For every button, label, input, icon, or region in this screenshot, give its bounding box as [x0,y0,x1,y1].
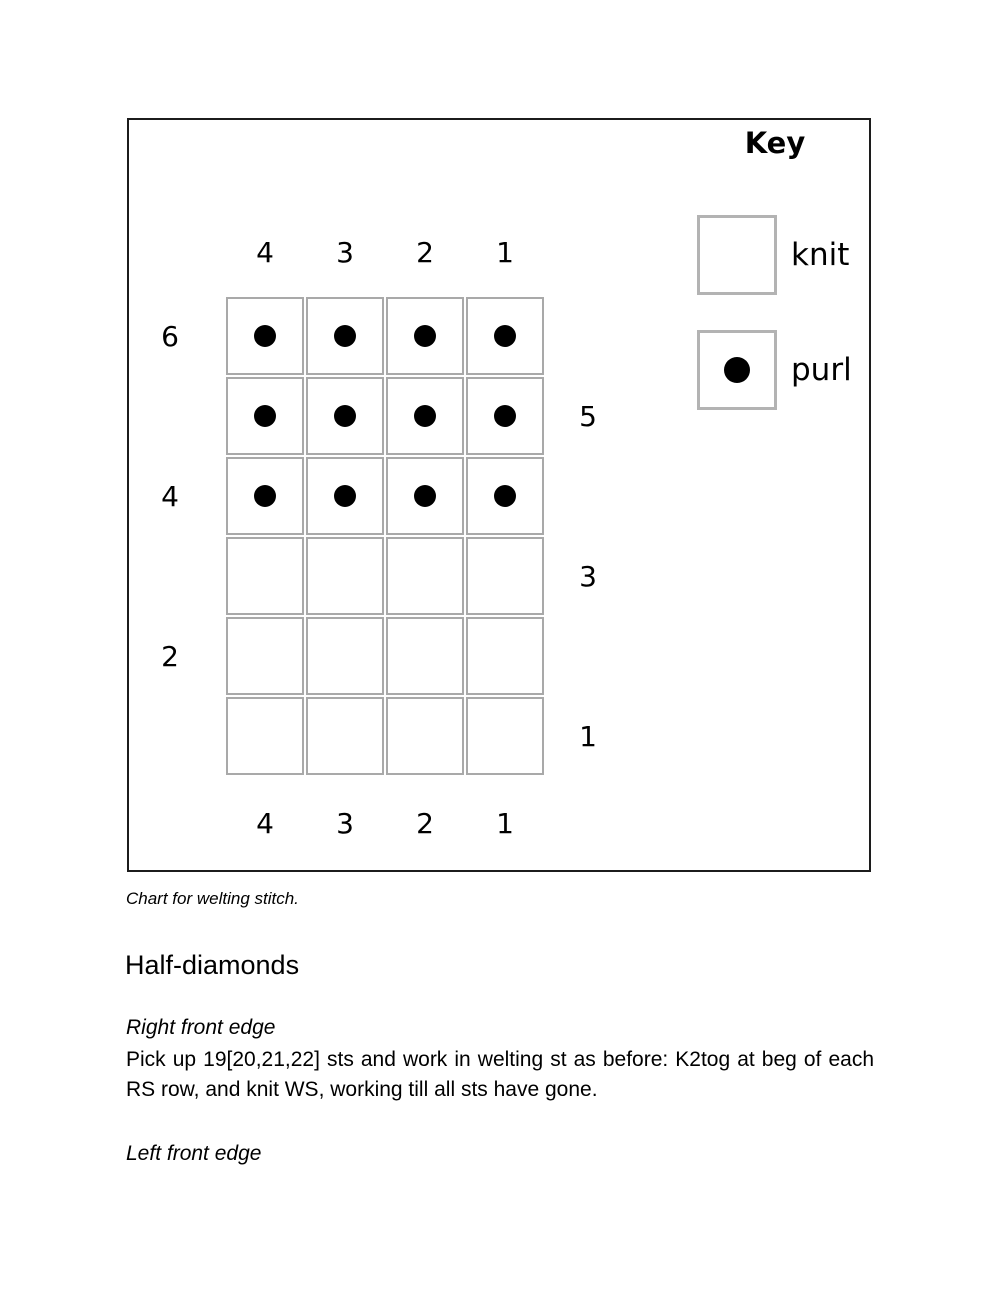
purl-key-label: purl [791,352,852,388]
stitch-cell-purl [386,377,464,455]
stitch-cell-purl [386,297,464,375]
row-number: 3 [579,559,597,593]
stitch-cell-knit [306,617,384,695]
purl-dot-icon [494,405,516,427]
row-number: 1 [579,719,597,753]
row-number: 4 [161,479,179,513]
stitch-cell-purl [466,377,544,455]
purl-dot-icon [334,485,356,507]
purl-dot-icon [254,485,276,507]
stitch-cell-knit [386,617,464,695]
column-number: 1 [496,807,514,840]
stitch-cell-knit [306,697,384,775]
stitch-cell-purl [306,457,384,535]
right-front-edge-instructions: Pick up 19[20,21,22] sts and work in welting st as before: K2tog at beg of each RS row, and knit WS, working till all sts have gone. [126,1048,874,1101]
figure-caption: Chart for welting stitch. [126,889,299,908]
purl-dot-icon [254,325,276,347]
column-number: 3 [336,807,354,840]
stitch-cell-purl [226,297,304,375]
subheading-left-front-edge: Left front edge [126,1142,262,1165]
purl-dot-icon [724,357,750,383]
stitch-cell-purl [306,377,384,455]
purl-dot-icon [494,325,516,347]
purl-dot-icon [334,325,356,347]
section-heading: Half-diamonds [125,950,300,980]
stitch-cell-knit [386,537,464,615]
knit-symbol-swatch [697,215,777,295]
column-number: 4 [256,236,274,269]
purl-dot-icon [414,485,436,507]
stitch-cell-knit [386,697,464,775]
stitch-cell-knit [226,537,304,615]
purl-dot-icon [414,405,436,427]
column-number: 2 [416,236,434,269]
column-number: 1 [496,236,514,269]
column-number: 4 [256,807,274,840]
column-number: 3 [336,236,354,269]
row-number: 6 [161,319,179,353]
row-number: 5 [579,399,597,433]
purl-dot-icon [334,405,356,427]
stitch-cell-purl [386,457,464,535]
stitch-grid [226,297,544,775]
stitch-cell-purl [306,297,384,375]
stitch-cell-knit [226,697,304,775]
welting-stitch-chart-figure [127,118,871,872]
purl-dot-icon [414,325,436,347]
stitch-cell-purl [226,377,304,455]
purl-dot-icon [254,405,276,427]
subheading-right-front-edge: Right front edge [126,1016,276,1039]
stitch-cell-purl [226,457,304,535]
purl-dot-icon [494,485,516,507]
column-number: 2 [416,807,434,840]
stitch-cell-knit [306,537,384,615]
purl-symbol-swatch [697,330,777,410]
stitch-cell-purl [466,457,544,535]
knit-key-label: knit [791,237,850,273]
stitch-cell-knit [466,617,544,695]
stitch-cell-purl [466,297,544,375]
row-number: 2 [161,639,179,673]
stitch-cell-knit [466,537,544,615]
stitch-cell-knit [226,617,304,695]
stitch-cell-knit [466,697,544,775]
key-title: Key [744,126,806,160]
column-numbers-top [226,236,544,269]
column-numbers-bottom [226,807,544,840]
